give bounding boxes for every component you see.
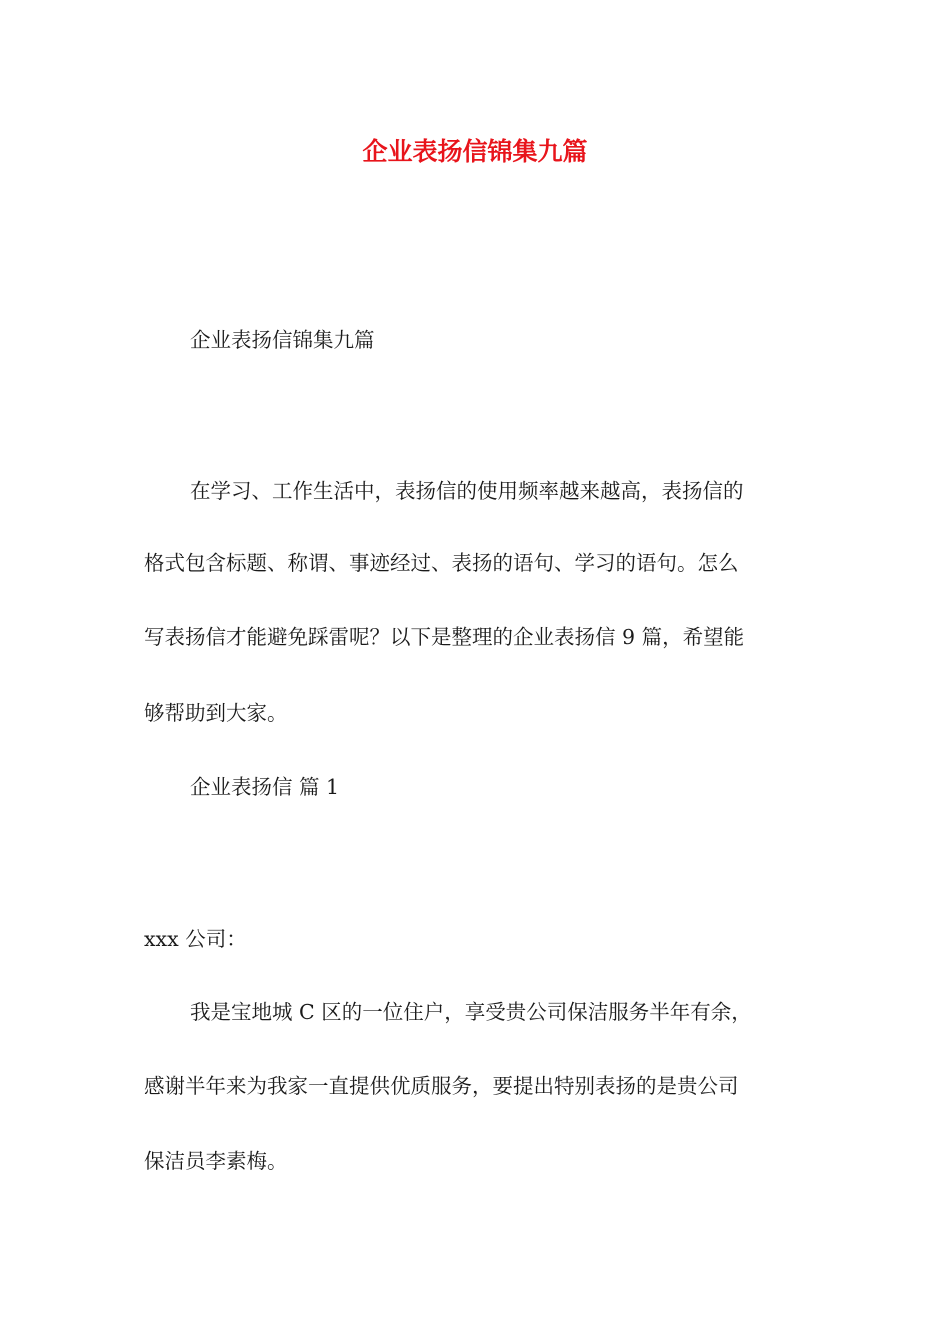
body-line-2: 感谢半年来为我家一直提供优质服务，要提出特别表扬的是贵公司 bbox=[144, 1074, 739, 1098]
document-subtitle: 企业表扬信锦集九篇 bbox=[190, 328, 375, 352]
intro-line-1: 在学习、工作生活中，表扬信的使用频率越来越高，表扬信的 bbox=[190, 479, 744, 503]
intro-line-3: 写表扬信才能避免踩雷呢？以下是整理的企业表扬信 9 篇，希望能 bbox=[144, 625, 745, 649]
document-title: 企业表扬信锦集九篇 bbox=[362, 137, 588, 166]
intro-line-4: 够帮助到大家。 bbox=[144, 701, 288, 725]
salutation: xxx 公司： bbox=[144, 927, 247, 951]
body-line-1: 我是宝地城 C 区的一位住户，享受贵公司保洁服务半年有余， bbox=[190, 1000, 752, 1024]
body-line-3: 保洁员李素梅。 bbox=[144, 1149, 288, 1173]
intro-line-2: 格式包含标题、称谓、事迹经过、表扬的语句、学习的语句。怎么 bbox=[144, 551, 739, 575]
section-heading: 企业表扬信 篇 1 bbox=[190, 775, 340, 799]
